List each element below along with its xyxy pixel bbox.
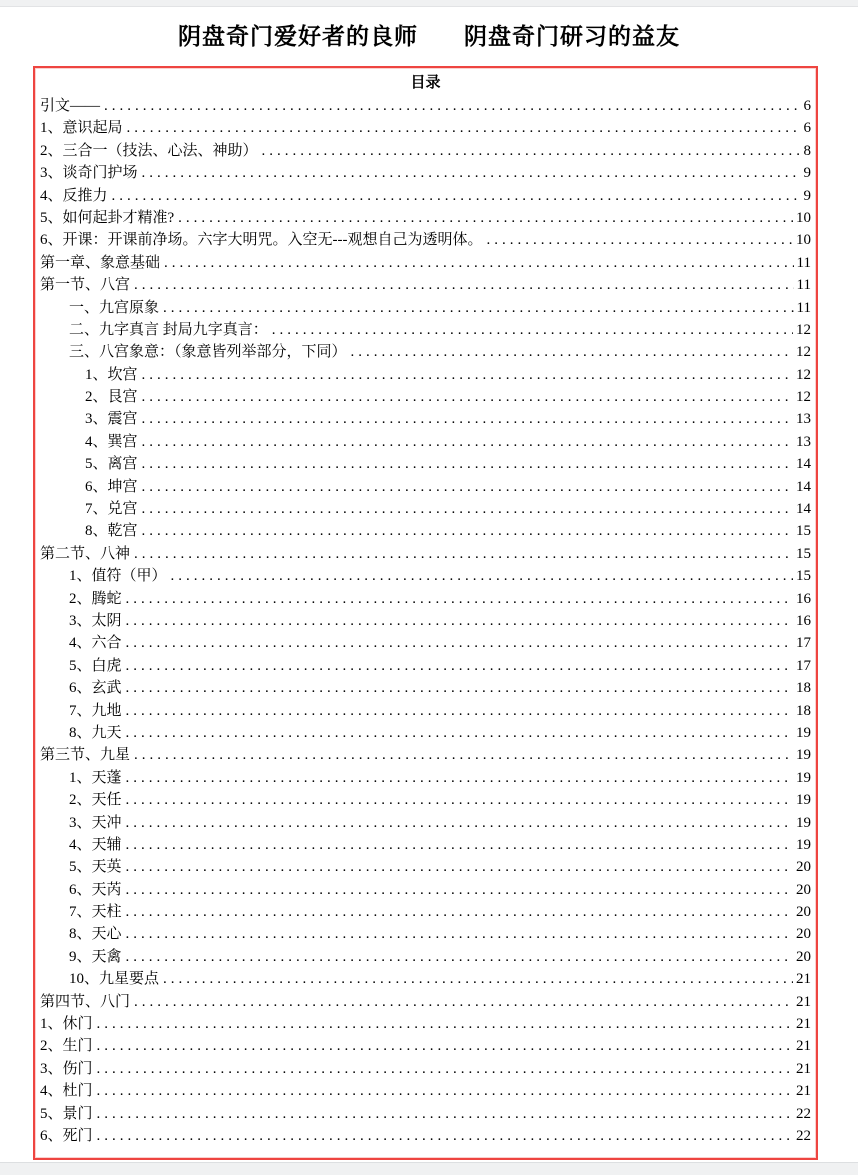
- toc-page-number: 20: [796, 881, 811, 898]
- toc-page-number: 20: [796, 859, 811, 876]
- dot-leader: [142, 453, 793, 475]
- toc-page-number: 17: [796, 635, 811, 652]
- toc-label: 2、三合一（技法、心法、神助）: [40, 142, 258, 159]
- toc-page-number: 14: [796, 478, 811, 495]
- toc-page-number: 21: [796, 1060, 811, 1077]
- toc-row: [40, 968, 811, 990]
- toc-page-number: 19: [796, 724, 811, 741]
- toc-page-number: 18: [796, 702, 811, 719]
- document-title-left: 阴盘奇门爱好者的良师: [178, 24, 418, 49]
- toc-label: 3、天冲: [69, 814, 122, 831]
- dot-leader: [97, 1080, 793, 1102]
- toc-box: [33, 66, 818, 1160]
- toc-label: 一、九宫原象: [69, 299, 160, 316]
- toc-label: 6、玄武: [69, 680, 122, 697]
- toc-page-number: 17: [796, 657, 811, 674]
- dot-leader: [134, 991, 793, 1013]
- toc-label: 2、艮宫: [85, 389, 138, 406]
- toc-row: [40, 700, 811, 722]
- toc-label: 第二节、八神: [40, 545, 131, 562]
- toc-label: 5、离宫: [85, 456, 138, 473]
- toc-row: [40, 856, 811, 878]
- toc-heading: 目录: [410, 75, 441, 91]
- dot-leader: [171, 565, 793, 587]
- toc-page-number: 20: [796, 926, 811, 943]
- toc-page-number: 19: [796, 814, 811, 831]
- toc-label: 1、休门: [40, 1016, 93, 1033]
- toc-page-number: 20: [796, 904, 811, 921]
- dot-leader: [104, 95, 800, 117]
- toc-label: 3、谈奇门护场: [40, 165, 138, 182]
- page-gap-top: [0, 0, 858, 7]
- toc-row: [40, 252, 811, 274]
- toc-label: 二、九字真言 封局九字真言：: [69, 321, 268, 338]
- toc-row: [40, 1035, 811, 1057]
- dot-leader: [97, 1103, 793, 1125]
- toc-page-number: 10: [796, 209, 811, 226]
- toc-page-number: 14: [796, 456, 811, 473]
- dot-leader: [134, 274, 794, 296]
- toc-row: [40, 722, 811, 744]
- toc-page-number: 14: [796, 501, 811, 518]
- toc-label: 7、天柱: [69, 904, 122, 921]
- toc-label: 2、腾蛇: [69, 590, 122, 607]
- dot-leader: [126, 812, 793, 834]
- dot-leader: [97, 1035, 793, 1057]
- dot-leader: [126, 700, 793, 722]
- toc-page-number: 19: [796, 792, 811, 809]
- dot-leader: [112, 185, 801, 207]
- dot-leader: [142, 408, 793, 430]
- dot-leader: [164, 252, 794, 274]
- toc-page-number: 12: [796, 389, 811, 406]
- toc-page-number: 16: [796, 590, 811, 607]
- toc-page-number: 8: [803, 142, 811, 159]
- toc-row: [40, 879, 811, 901]
- toc-row: [40, 140, 811, 162]
- dot-leader: [126, 677, 793, 699]
- toc-row: [40, 565, 811, 587]
- toc-label: 7、九地: [69, 702, 122, 719]
- toc-row: [40, 364, 811, 386]
- toc-row: [40, 207, 811, 229]
- toc-row: [40, 431, 811, 453]
- dot-leader: [142, 476, 793, 498]
- dot-leader: [178, 207, 793, 229]
- toc-row: [40, 162, 811, 184]
- toc-label: 4、六合: [69, 635, 122, 652]
- dot-leader: [126, 856, 793, 878]
- dot-leader: [272, 319, 793, 341]
- toc-page-number: 12: [796, 366, 811, 383]
- toc-label: 6、天芮: [69, 881, 122, 898]
- toc-label: 8、九天: [69, 724, 122, 741]
- dot-leader: [126, 610, 793, 632]
- toc-label: 第一节、八宫: [40, 277, 131, 294]
- toc-page-number: 13: [796, 411, 811, 428]
- dot-leader: [126, 923, 793, 945]
- toc-row: [40, 408, 811, 430]
- toc-page-number: 18: [796, 680, 811, 697]
- toc-row: [40, 229, 811, 251]
- toc-row: [40, 946, 811, 968]
- toc-page-number: 13: [796, 433, 811, 450]
- toc-row: [40, 632, 811, 654]
- dot-leader: [97, 1125, 793, 1147]
- toc-row: [40, 901, 811, 923]
- toc-label: 5、景门: [40, 1105, 93, 1122]
- toc-list: [40, 95, 811, 1147]
- toc-row: [40, 453, 811, 475]
- page-gap-bottom: [0, 1162, 858, 1175]
- dot-leader: [163, 968, 793, 990]
- toc-row: [40, 812, 811, 834]
- toc-label: 3、震宫: [85, 411, 138, 428]
- toc-label: 第三节、九星: [40, 747, 131, 764]
- toc-label: 7、兑宫: [85, 501, 138, 518]
- dot-leader: [142, 431, 793, 453]
- toc-label: 第一章、象意基础: [40, 254, 161, 271]
- toc-label: 第四节、八门: [40, 993, 131, 1010]
- toc-row: [40, 744, 811, 766]
- dot-leader: [97, 1013, 793, 1035]
- toc-page-number: 10: [796, 232, 811, 249]
- dot-leader: [126, 901, 793, 923]
- toc-page-number: 22: [796, 1127, 811, 1144]
- document-title: [0, 18, 858, 51]
- toc-page-number: 11: [796, 254, 811, 271]
- dot-leader: [127, 117, 801, 139]
- toc-page-number: 15: [796, 523, 811, 540]
- toc-row: [40, 1058, 811, 1080]
- toc-row: [40, 386, 811, 408]
- dot-leader: [262, 140, 801, 162]
- toc-page-number: 21: [796, 993, 811, 1010]
- toc-label: 10、九星要点: [69, 971, 160, 988]
- dot-leader: [126, 946, 793, 968]
- dot-leader: [97, 1058, 793, 1080]
- toc-label: 4、天辅: [69, 836, 122, 853]
- dot-leader: [142, 498, 793, 520]
- toc-row: [40, 520, 811, 542]
- toc-label: 引文——: [40, 98, 101, 114]
- dot-leader: [142, 162, 801, 184]
- toc-row: [40, 655, 811, 677]
- dot-leader: [142, 520, 793, 542]
- dot-leader: [126, 655, 793, 677]
- dot-leader: [134, 543, 793, 565]
- toc-page-number: 19: [796, 747, 811, 764]
- toc-page-number: 6: [803, 98, 811, 114]
- toc-label: 2、天任: [69, 792, 122, 809]
- toc-page-number: 12: [796, 321, 811, 338]
- toc-label: 三、八宫象意：（象意皆列举部分，下同）: [69, 344, 347, 361]
- toc-page-number: 21: [796, 971, 811, 988]
- toc-row: [40, 185, 811, 207]
- toc-label: 5、如何起卦才精准?: [40, 209, 175, 226]
- toc-label: 1、天蓬: [69, 769, 122, 786]
- toc-label: 8、乾宫: [85, 523, 138, 540]
- toc-page-number: 20: [796, 948, 811, 965]
- toc-label: 4、巽宫: [85, 433, 138, 450]
- toc-row: [40, 991, 811, 1013]
- toc-label: 6、开课：开课前净场。六字大明咒。入空无---观想自己为透明体。: [40, 232, 483, 249]
- toc-page-number: 21: [796, 1038, 811, 1055]
- toc-row: [40, 610, 811, 632]
- toc-row: [40, 341, 811, 363]
- toc-page-number: 21: [796, 1016, 811, 1033]
- dot-leader: [126, 789, 793, 811]
- toc-row: [40, 297, 811, 319]
- toc-label: 9、天禽: [69, 948, 122, 965]
- toc-label: 5、天英: [69, 859, 122, 876]
- toc-row: [40, 767, 811, 789]
- toc-label: 1、值符（甲）: [69, 568, 167, 585]
- toc-page-number: 16: [796, 612, 811, 629]
- dot-leader: [126, 834, 793, 856]
- toc-row: [40, 588, 811, 610]
- toc-label: 3、太阴: [69, 612, 122, 629]
- toc-label: 6、坤宫: [85, 478, 138, 495]
- toc-label: 4、杜门: [40, 1083, 93, 1100]
- toc-row: [40, 543, 811, 565]
- toc-row: [40, 677, 811, 699]
- dot-leader: [351, 341, 793, 363]
- toc-page-number: 15: [796, 545, 811, 562]
- dot-leader: [126, 588, 793, 610]
- toc-row: [40, 498, 811, 520]
- document-title-right: 阴盘奇门研习的益友: [464, 24, 680, 49]
- toc-page-number: 21: [796, 1083, 811, 1100]
- toc-label: 5、白虎: [69, 657, 122, 674]
- dot-leader: [126, 767, 793, 789]
- toc-page-number: 9: [803, 165, 811, 182]
- toc-row: [40, 923, 811, 945]
- toc-row: [40, 789, 811, 811]
- dot-leader: [142, 364, 793, 386]
- toc-label: 1、意识起局: [40, 120, 123, 137]
- toc-row: [40, 1080, 811, 1102]
- toc-row: [40, 1125, 811, 1147]
- toc-page-number: 11: [796, 299, 811, 316]
- dot-leader: [134, 744, 793, 766]
- dot-leader: [126, 632, 793, 654]
- toc-page-number: 12: [796, 344, 811, 361]
- toc-row: [40, 319, 811, 341]
- toc-label: 8、天心: [69, 926, 122, 943]
- toc-page-number: 19: [796, 836, 811, 853]
- dot-leader: [126, 722, 793, 744]
- toc-page-number: 15: [796, 568, 811, 585]
- dot-leader: [163, 297, 794, 319]
- toc-label: 3、伤门: [40, 1060, 93, 1077]
- toc-row: [40, 95, 811, 117]
- toc-row: [40, 476, 811, 498]
- dot-leader: [142, 386, 793, 408]
- toc-row: [40, 274, 811, 296]
- toc-page-number: 11: [796, 277, 811, 294]
- toc-row: [40, 117, 811, 139]
- toc-page-number: 9: [803, 187, 811, 204]
- toc-label: 6、死门: [40, 1127, 93, 1144]
- toc-row: [40, 1013, 811, 1035]
- toc-page-number: 22: [796, 1105, 811, 1122]
- toc-row: [40, 1103, 811, 1125]
- toc-label: 4、反推力: [40, 187, 108, 204]
- toc-page-number: 6: [803, 120, 811, 137]
- toc-label: 2、生门: [40, 1038, 93, 1055]
- dot-leader: [487, 229, 794, 251]
- toc-label: 1、坎宫: [85, 366, 138, 383]
- toc-row: [40, 834, 811, 856]
- toc-page-number: 19: [796, 769, 811, 786]
- dot-leader: [126, 879, 793, 901]
